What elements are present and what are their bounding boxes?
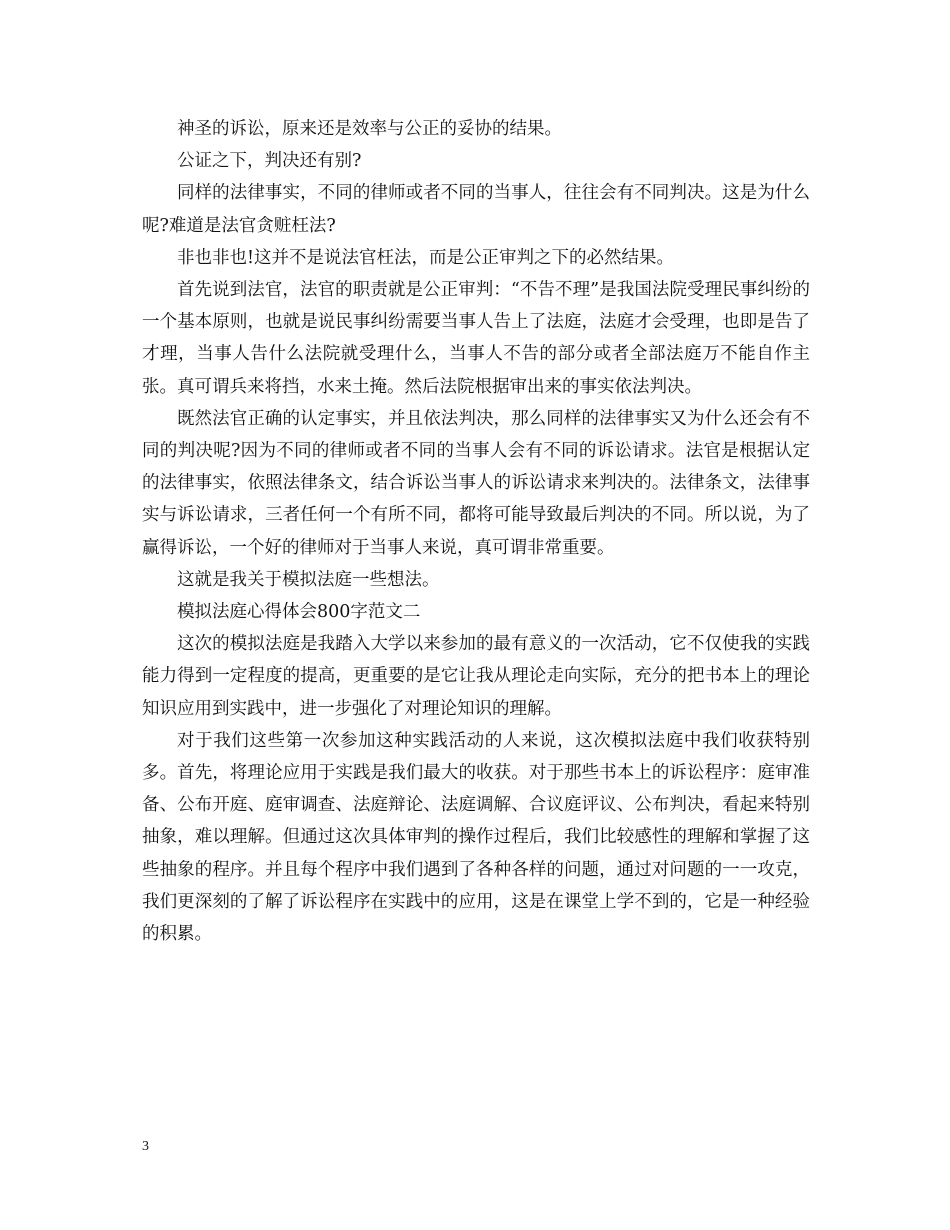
paragraph: 首先说到法官，法官的职责就是公正审判：“不告不理”是我国法院受理民事纠纷的一个基本原则，也就是说民事纠纷需要当事人告上了法庭，法庭才会受理，也即是告了才理，当事人告什么法院就受理什么，当事人不告的部分或者全部法庭万不能自作主张。真可谓兵来将挡，水来土掩。然后法院根据审出来的事实依法判决。 <box>142 280 810 397</box>
paragraph: 既然法官正确的认定事实，并且依法判决，那么同样的法律事实又为什么还会有不同的判决呢?因为不同的律师或者不同的当事人会有不同的诉讼请求。法官是根据认定的法律事实，依照法律条文，结合诉讼当事人的诉讼请求来判决的。法律条文，法律事实与诉讼请求，三者任何一个有所不同，都将可能导致最后判决的不同。所以说，为了赢得诉讼，一个好的律师对于当事人来说，真可谓非常重要。 <box>142 408 810 558</box>
body-text <box>142 113 810 950</box>
paragraph: 这次的模拟法庭是我踏入大学以来参加的最有意义的一次活动，它不仅使我的实践能力得到一定程度的提高，更重要的是它让我从理论走向实际，充分的把书本上的理论知识应用到实践中，进一步强化了对理论知识的理解。 <box>142 634 810 719</box>
section-heading: 模拟法庭心得体会800字范文二 <box>177 602 421 623</box>
paragraph: 神圣的诉讼，原来还是效率与公正的妥协的结果。 <box>177 119 562 139</box>
paragraph: 非也非也!这并不是说法官枉法，而是公正审判之下的必然结果。 <box>177 247 675 268</box>
paragraph: 公证之下，判决还有别? <box>177 151 362 172</box>
paragraph: 这就是我关于模拟法庭一些想法。 <box>177 569 440 590</box>
paragraph: 对于我们这些第一次参加这种实践活动的人来说，这次模拟法庭中我们收获特别多。首先，将理论应用于实践是我们最大的收获。对于那些书本上的诉讼程序：庭审准备、公布开庭、庭审调查、法庭辩论、法庭调解、合议庭评议、公布判决，看起来特别抽象，难以理解。但通过这次具体审判的操作过程后，我们比较感性的理解和掌握了这些抽象的程序。并且每个程序中我们遇到了各种各样的问题，通过对问题的一一攻克，我们更深刻的了解了诉讼程序在实践中的应用，这是在课堂上学不到的，它是一种经验的积累。 <box>142 730 810 945</box>
page-number: 3 <box>142 1139 149 1154</box>
paragraph: 同样的法律事实，不同的律师或者不同的当事人，往往会有不同判决。这是为什么呢?难道是法官贪赃枉法? <box>142 183 810 236</box>
